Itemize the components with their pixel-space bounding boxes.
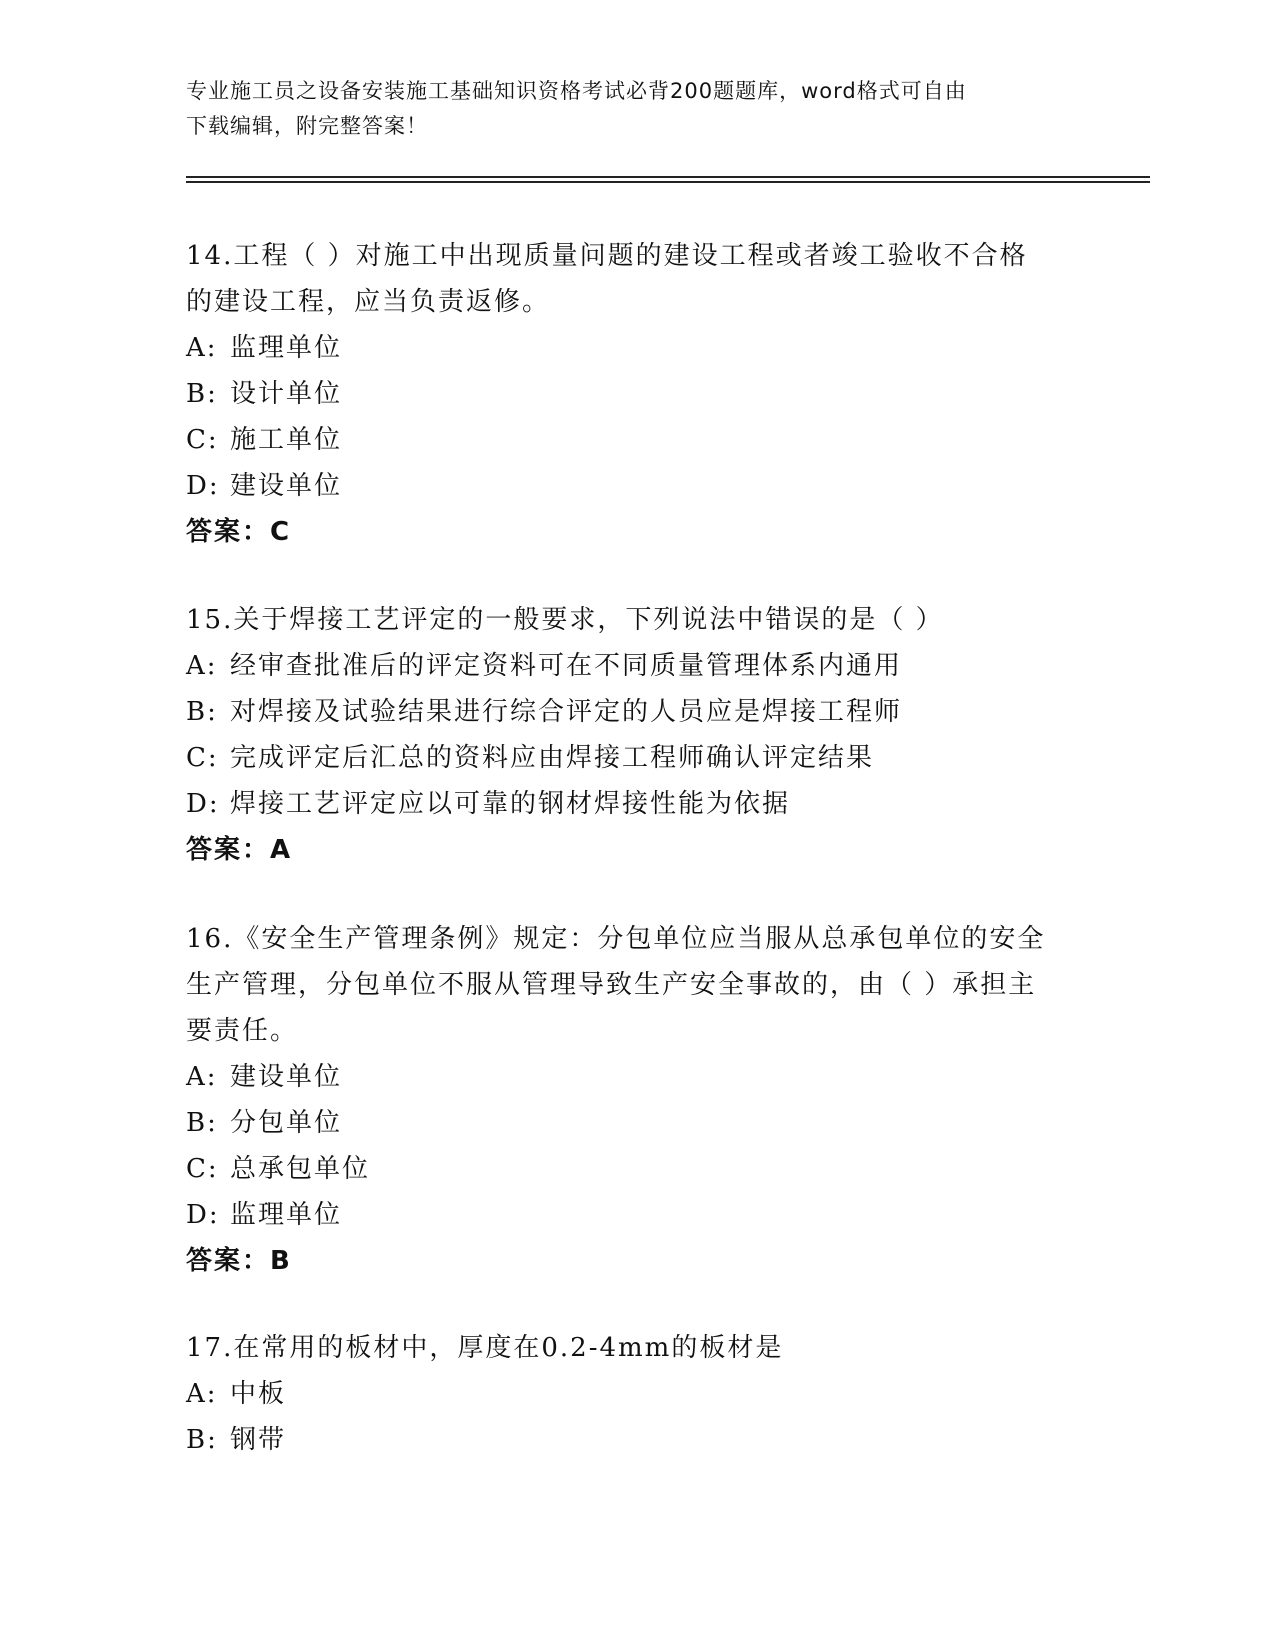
option-d <box>186 1192 1086 1238</box>
option-d <box>186 781 1086 827</box>
option-c <box>186 1146 1086 1192</box>
option-key: C: <box>186 425 219 455</box>
option-key: C: <box>186 743 219 773</box>
question-14 <box>186 233 1086 555</box>
question-stem-line: 14.工程（ ）对施工中出现质量问题的建设工程或者竣工验收不合格 <box>186 241 1028 271</box>
option-key: B: <box>186 1108 218 1138</box>
question-stem-line: 16.《安全生产管理条例》规定：分包单位应当服从总承包单位的安全 <box>186 924 1046 954</box>
option-a <box>186 325 1086 371</box>
option-text: 监理单位 <box>230 1200 343 1230</box>
option-text: 分包单位 <box>230 1108 343 1138</box>
answer: 答案：C <box>186 517 292 547</box>
answer: 答案：A <box>186 835 293 865</box>
option-key: D: <box>186 789 220 819</box>
question-stem-line: 17.在常用的板材中，厚度在0.2-4mm的板材是 <box>186 1333 784 1363</box>
option-key: B: <box>186 697 218 727</box>
option-key: A: <box>186 1062 218 1092</box>
option-b <box>186 1417 1086 1463</box>
option-c <box>186 417 1086 463</box>
option-key: A: <box>186 651 218 681</box>
option-text: 钢带 <box>230 1425 287 1455</box>
option-text: 对焊接及试验结果进行综合评定的人员应是焊接工程师 <box>230 697 903 727</box>
question-17 <box>186 1325 1086 1463</box>
option-text: 经审查批准后的评定资料可在不同质量管理体系内通用 <box>230 651 903 681</box>
question-stem-line: 要责任。 <box>186 1016 299 1046</box>
option-key: C: <box>186 1154 219 1184</box>
question-stem-line: 生产管理，分包单位不服从管理导致生产安全事故的，由（ ）承担主 <box>186 970 1037 1000</box>
option-b <box>186 1100 1086 1146</box>
option-text: 总承包单位 <box>230 1154 371 1184</box>
document-header <box>186 74 1066 144</box>
question-15 <box>186 597 1086 873</box>
question-stem-line: 的建设工程，应当负责返修。 <box>186 287 551 317</box>
header-line-2: 下载编辑，附完整答案！ <box>186 114 428 138</box>
option-key: A: <box>186 333 218 363</box>
option-text: 监理单位 <box>230 333 343 363</box>
option-a <box>186 1371 1086 1417</box>
option-text: 完成评定后汇总的资料应由焊接工程师确认评定结果 <box>230 743 875 773</box>
option-a <box>186 1054 1086 1100</box>
option-d <box>186 463 1086 509</box>
option-key: D: <box>186 1200 220 1230</box>
option-key: D: <box>186 471 220 501</box>
option-text: 设计单位 <box>230 379 343 409</box>
option-key: A: <box>186 1379 218 1409</box>
question-stem-line: 15.关于焊接工艺评定的一般要求，下列说法中错误的是（ ） <box>186 605 944 635</box>
option-text: 建设单位 <box>230 1062 343 1092</box>
option-a <box>186 643 1086 689</box>
header-divider-top <box>186 176 1150 178</box>
option-b <box>186 371 1086 417</box>
option-text: 施工单位 <box>230 425 343 455</box>
header-divider-bottom <box>186 181 1150 183</box>
option-text: 中板 <box>230 1379 287 1409</box>
option-key: B: <box>186 379 218 409</box>
option-text: 焊接工艺评定应以可靠的钢材焊接性能为依据 <box>230 789 791 819</box>
answer: 答案：B <box>186 1246 292 1276</box>
option-key: B: <box>186 1425 218 1455</box>
option-c <box>186 735 1086 781</box>
option-b <box>186 689 1086 735</box>
option-text: 建设单位 <box>230 471 343 501</box>
question-16 <box>186 916 1086 1284</box>
header-line-1: 专业施工员之设备安装施工基础知识资格考试必背200题题库，word格式可自由 <box>186 79 967 103</box>
